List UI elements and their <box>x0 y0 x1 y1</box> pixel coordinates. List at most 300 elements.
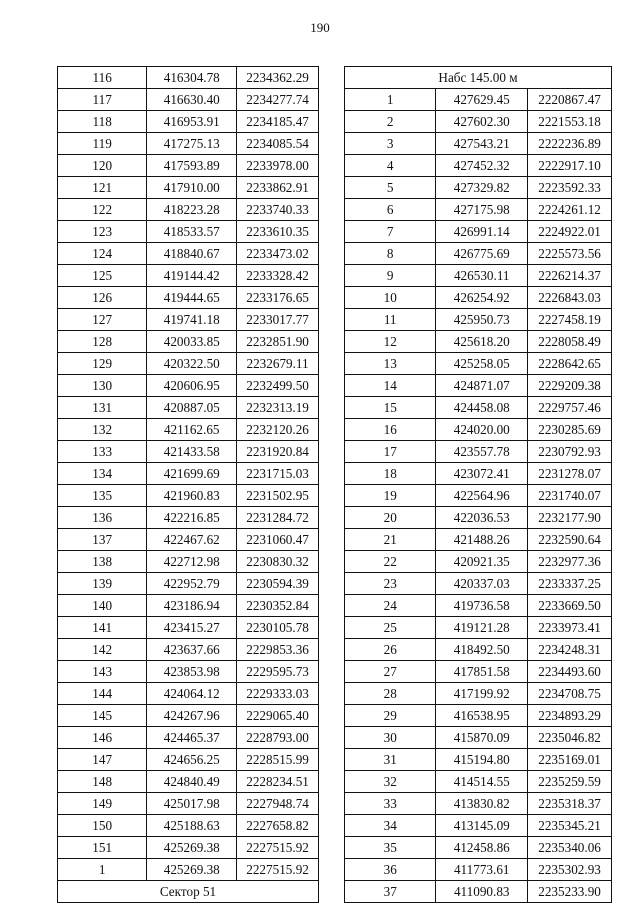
x-coordinate-cell: 417199.92 <box>436 683 528 705</box>
table-row <box>58 419 319 441</box>
x-coordinate-cell: 417593.89 <box>147 155 237 177</box>
y-coordinate-cell: 2230352.84 <box>237 595 319 617</box>
x-coordinate-cell: 422952.79 <box>147 573 237 595</box>
x-coordinate-cell: 426530.11 <box>436 265 528 287</box>
point-number-cell: 1 <box>345 89 436 111</box>
point-number-cell: 126 <box>58 287 147 309</box>
x-coordinate-cell: 425258.05 <box>436 353 528 375</box>
point-number-cell: 136 <box>58 507 147 529</box>
x-coordinate-cell: 413145.09 <box>436 815 528 837</box>
x-coordinate-cell: 427452.32 <box>436 155 528 177</box>
table-row <box>345 573 612 595</box>
table-row <box>345 529 612 551</box>
y-coordinate-cell: 2235318.37 <box>528 793 612 815</box>
table-row <box>345 661 612 683</box>
x-coordinate-cell: 420033.85 <box>147 331 237 353</box>
point-number-cell: 123 <box>58 221 147 243</box>
point-number-cell: 119 <box>58 133 147 155</box>
x-coordinate-cell: 423853.98 <box>147 661 237 683</box>
x-coordinate-cell: 417275.13 <box>147 133 237 155</box>
table-row <box>345 815 612 837</box>
x-coordinate-cell: 427543.21 <box>436 133 528 155</box>
y-coordinate-cell: 2230285.69 <box>528 419 612 441</box>
table-row <box>345 507 612 529</box>
y-coordinate-cell: 2228234.51 <box>237 771 319 793</box>
coordinates-table-right <box>344 66 612 903</box>
x-coordinate-cell: 414514.55 <box>436 771 528 793</box>
y-coordinate-cell: 2227515.92 <box>237 859 319 881</box>
point-number-cell: 5 <box>345 177 436 199</box>
x-coordinate-cell: 411773.61 <box>436 859 528 881</box>
table-row <box>58 155 319 177</box>
x-coordinate-cell: 423072.41 <box>436 463 528 485</box>
table-row <box>58 529 319 551</box>
x-coordinate-cell: 419144.42 <box>147 265 237 287</box>
y-coordinate-cell: 2235345.21 <box>528 815 612 837</box>
x-coordinate-cell: 416538.95 <box>436 705 528 727</box>
y-coordinate-cell: 2227458.19 <box>528 309 612 331</box>
y-coordinate-cell: 2234085.54 <box>237 133 319 155</box>
x-coordinate-cell: 426991.14 <box>436 221 528 243</box>
point-number-cell: 24 <box>345 595 436 617</box>
table-row <box>58 375 319 397</box>
table-row <box>345 199 612 221</box>
y-coordinate-cell: 2230830.32 <box>237 551 319 573</box>
y-coordinate-cell: 2232851.90 <box>237 331 319 353</box>
y-coordinate-cell: 2227515.92 <box>237 837 319 859</box>
page-number: 190 <box>310 20 330 35</box>
point-number-cell: 25 <box>345 617 436 639</box>
x-coordinate-cell: 415194.80 <box>436 749 528 771</box>
point-number-cell: 26 <box>345 639 436 661</box>
x-coordinate-cell: 412458.86 <box>436 837 528 859</box>
x-coordinate-cell: 413830.82 <box>436 793 528 815</box>
y-coordinate-cell: 2231284.72 <box>237 507 319 529</box>
point-number-cell: 149 <box>58 793 147 815</box>
x-coordinate-cell: 425269.38 <box>147 837 237 859</box>
y-coordinate-cell: 2233610.35 <box>237 221 319 243</box>
table-row <box>345 309 612 331</box>
y-coordinate-cell: 2231740.07 <box>528 485 612 507</box>
y-coordinate-cell: 2229333.03 <box>237 683 319 705</box>
table-row <box>345 639 612 661</box>
table-row <box>345 617 612 639</box>
y-coordinate-cell: 2233473.02 <box>237 243 319 265</box>
point-number-cell: 116 <box>58 67 147 89</box>
table-row <box>58 463 319 485</box>
point-number-cell: 2 <box>345 111 436 133</box>
point-number-cell: 118 <box>58 111 147 133</box>
point-number-cell: 31 <box>345 749 436 771</box>
table-row <box>58 221 319 243</box>
table-row <box>58 705 319 727</box>
x-coordinate-cell: 419121.28 <box>436 617 528 639</box>
y-coordinate-cell: 2232313.19 <box>237 397 319 419</box>
point-number-cell: 148 <box>58 771 147 793</box>
point-number-cell: 16 <box>345 419 436 441</box>
x-coordinate-cell: 420606.95 <box>147 375 237 397</box>
x-coordinate-cell: 411090.83 <box>436 881 528 903</box>
y-coordinate-cell: 2223592.33 <box>528 177 612 199</box>
table-row <box>345 837 612 859</box>
point-number-cell: 11 <box>345 309 436 331</box>
x-coordinate-cell: 418223.28 <box>147 199 237 221</box>
y-coordinate-cell: 2231060.47 <box>237 529 319 551</box>
y-coordinate-cell: 2228793.00 <box>237 727 319 749</box>
y-coordinate-cell: 2226843.03 <box>528 287 612 309</box>
table-row <box>58 353 319 375</box>
x-coordinate-cell: 425618.20 <box>436 331 528 353</box>
point-number-cell: 35 <box>345 837 436 859</box>
table-row <box>58 749 319 771</box>
x-coordinate-cell: 421699.69 <box>147 463 237 485</box>
point-number-cell: 32 <box>345 771 436 793</box>
y-coordinate-cell: 2232120.26 <box>237 419 319 441</box>
point-number-cell: 142 <box>58 639 147 661</box>
point-number-cell: 146 <box>58 727 147 749</box>
x-coordinate-cell: 418492.50 <box>436 639 528 661</box>
x-coordinate-cell: 416304.78 <box>147 67 237 89</box>
table-row <box>345 463 612 485</box>
point-number-cell: 129 <box>58 353 147 375</box>
x-coordinate-cell: 418533.57 <box>147 221 237 243</box>
point-number-cell: 15 <box>345 397 436 419</box>
x-coordinate-cell: 424020.00 <box>436 419 528 441</box>
y-coordinate-cell: 2235046.82 <box>528 727 612 749</box>
table-row <box>345 89 612 111</box>
section-header-row <box>345 67 612 89</box>
table-row <box>345 705 612 727</box>
y-coordinate-cell: 2234248.31 <box>528 639 612 661</box>
y-coordinate-cell: 2233669.50 <box>528 595 612 617</box>
y-coordinate-cell: 2229595.73 <box>237 661 319 683</box>
y-coordinate-cell: 2234708.75 <box>528 683 612 705</box>
table-row <box>345 111 612 133</box>
x-coordinate-cell: 427629.45 <box>436 89 528 111</box>
point-number-cell: 14 <box>345 375 436 397</box>
point-number-cell: 151 <box>58 837 147 859</box>
point-number-cell: 122 <box>58 199 147 221</box>
table-row <box>345 859 612 881</box>
x-coordinate-cell: 422712.98 <box>147 551 237 573</box>
y-coordinate-cell: 2228515.99 <box>237 749 319 771</box>
table-row <box>345 221 612 243</box>
table-row <box>58 397 319 419</box>
point-number-cell: 147 <box>58 749 147 771</box>
y-coordinate-cell: 2231715.03 <box>237 463 319 485</box>
x-coordinate-cell: 423415.27 <box>147 617 237 639</box>
point-number-cell: 135 <box>58 485 147 507</box>
table-row <box>58 595 319 617</box>
table-row <box>58 331 319 353</box>
point-number-cell: 36 <box>345 859 436 881</box>
y-coordinate-cell: 2231278.07 <box>528 463 612 485</box>
x-coordinate-cell: 420921.35 <box>436 551 528 573</box>
point-number-cell: 137 <box>58 529 147 551</box>
point-number-cell: 12 <box>345 331 436 353</box>
x-coordinate-cell: 419736.58 <box>436 595 528 617</box>
y-coordinate-cell: 2233337.25 <box>528 573 612 595</box>
point-number-cell: 30 <box>345 727 436 749</box>
x-coordinate-cell: 424465.37 <box>147 727 237 749</box>
coordinates-table-left <box>57 66 319 903</box>
table-row <box>345 397 612 419</box>
x-coordinate-cell: 422564.96 <box>436 485 528 507</box>
table-row <box>58 441 319 463</box>
point-number-cell: 33 <box>345 793 436 815</box>
table-row <box>345 265 612 287</box>
x-coordinate-cell: 421488.26 <box>436 529 528 551</box>
section-footer-row <box>58 881 319 903</box>
y-coordinate-cell: 2224261.12 <box>528 199 612 221</box>
point-number-cell: 139 <box>58 573 147 595</box>
y-coordinate-cell: 2231920.84 <box>237 441 319 463</box>
point-number-cell: 13 <box>345 353 436 375</box>
point-number-cell: 140 <box>58 595 147 617</box>
y-coordinate-cell: 2230594.39 <box>237 573 319 595</box>
table-row <box>345 133 612 155</box>
point-number-cell: 20 <box>345 507 436 529</box>
x-coordinate-cell: 415870.09 <box>436 727 528 749</box>
table-row <box>345 727 612 749</box>
table-row <box>345 881 612 903</box>
y-coordinate-cell: 2232499.50 <box>237 375 319 397</box>
point-number-cell: 37 <box>345 881 436 903</box>
table-row <box>345 155 612 177</box>
table-row <box>345 243 612 265</box>
point-number-cell: 22 <box>345 551 436 573</box>
point-number-cell: 143 <box>58 661 147 683</box>
y-coordinate-cell: 2221553.18 <box>528 111 612 133</box>
x-coordinate-cell: 420337.03 <box>436 573 528 595</box>
x-coordinate-cell: 427602.30 <box>436 111 528 133</box>
point-number-cell: 29 <box>345 705 436 727</box>
y-coordinate-cell: 2233017.77 <box>237 309 319 331</box>
table-row <box>58 639 319 661</box>
x-coordinate-cell: 424267.96 <box>147 705 237 727</box>
point-number-cell: 131 <box>58 397 147 419</box>
point-number-cell: 28 <box>345 683 436 705</box>
x-coordinate-cell: 422036.53 <box>436 507 528 529</box>
table-row <box>58 67 319 89</box>
table-row <box>58 859 319 881</box>
x-coordinate-cell: 425188.63 <box>147 815 237 837</box>
table-row <box>345 441 612 463</box>
point-number-cell: 17 <box>345 441 436 463</box>
point-number-cell: 138 <box>58 551 147 573</box>
table-row <box>58 177 319 199</box>
point-number-cell: 3 <box>345 133 436 155</box>
y-coordinate-cell: 2235340.06 <box>528 837 612 859</box>
y-coordinate-cell: 2234277.74 <box>237 89 319 111</box>
x-coordinate-cell: 423637.66 <box>147 639 237 661</box>
point-number-cell: 27 <box>345 661 436 683</box>
x-coordinate-cell: 425017.98 <box>147 793 237 815</box>
x-coordinate-cell: 423186.94 <box>147 595 237 617</box>
x-coordinate-cell: 424871.07 <box>436 375 528 397</box>
x-coordinate-cell: 425269.38 <box>147 859 237 881</box>
y-coordinate-cell: 2228642.65 <box>528 353 612 375</box>
y-coordinate-cell: 2233740.33 <box>237 199 319 221</box>
section-footer: Сектор 51 <box>58 881 319 903</box>
y-coordinate-cell: 2232590.64 <box>528 529 612 551</box>
y-coordinate-cell: 2229209.38 <box>528 375 612 397</box>
point-number-cell: 6 <box>345 199 436 221</box>
y-coordinate-cell: 2222917.10 <box>528 155 612 177</box>
point-number-cell: 132 <box>58 419 147 441</box>
table-row <box>58 573 319 595</box>
point-number-cell: 145 <box>58 705 147 727</box>
point-number-cell: 121 <box>58 177 147 199</box>
point-number-cell: 150 <box>58 815 147 837</box>
y-coordinate-cell: 2235302.93 <box>528 859 612 881</box>
point-number-cell: 19 <box>345 485 436 507</box>
table-row <box>345 793 612 815</box>
table-row <box>345 749 612 771</box>
x-coordinate-cell: 422467.62 <box>147 529 237 551</box>
point-number-cell: 10 <box>345 287 436 309</box>
table-row <box>58 837 319 859</box>
point-number-cell: 144 <box>58 683 147 705</box>
table-row <box>58 133 319 155</box>
point-number-cell: 120 <box>58 155 147 177</box>
point-number-cell: 23 <box>345 573 436 595</box>
y-coordinate-cell: 2226214.37 <box>528 265 612 287</box>
x-coordinate-cell: 418840.67 <box>147 243 237 265</box>
table-row <box>345 595 612 617</box>
x-coordinate-cell: 421433.58 <box>147 441 237 463</box>
y-coordinate-cell: 2233862.91 <box>237 177 319 199</box>
x-coordinate-cell: 421162.65 <box>147 419 237 441</box>
y-coordinate-cell: 2231502.95 <box>237 485 319 507</box>
table-row <box>58 815 319 837</box>
table-row <box>58 287 319 309</box>
table-row <box>58 551 319 573</box>
y-coordinate-cell: 2232177.90 <box>528 507 612 529</box>
x-coordinate-cell: 425950.73 <box>436 309 528 331</box>
table-row <box>58 243 319 265</box>
y-coordinate-cell: 2234893.29 <box>528 705 612 727</box>
x-coordinate-cell: 416953.91 <box>147 111 237 133</box>
y-coordinate-cell: 2222236.89 <box>528 133 612 155</box>
y-coordinate-cell: 2233328.42 <box>237 265 319 287</box>
point-number-cell: 125 <box>58 265 147 287</box>
y-coordinate-cell: 2235233.90 <box>528 881 612 903</box>
table-row <box>58 507 319 529</box>
y-coordinate-cell: 2227948.74 <box>237 793 319 815</box>
table-row <box>58 265 319 287</box>
point-number-cell: 130 <box>58 375 147 397</box>
y-coordinate-cell: 2220867.47 <box>528 89 612 111</box>
point-number-cell: 117 <box>58 89 147 111</box>
table-row <box>58 617 319 639</box>
y-coordinate-cell: 2234362.29 <box>237 67 319 89</box>
point-number-cell: 34 <box>345 815 436 837</box>
point-number-cell: 134 <box>58 463 147 485</box>
y-coordinate-cell: 2235169.01 <box>528 749 612 771</box>
table-row <box>345 771 612 793</box>
table-row <box>58 89 319 111</box>
table-row <box>58 309 319 331</box>
point-number-cell: 133 <box>58 441 147 463</box>
x-coordinate-cell: 427175.98 <box>436 199 528 221</box>
x-coordinate-cell: 419444.65 <box>147 287 237 309</box>
x-coordinate-cell: 417910.00 <box>147 177 237 199</box>
x-coordinate-cell: 424458.08 <box>436 397 528 419</box>
y-coordinate-cell: 2235259.59 <box>528 771 612 793</box>
table-row <box>58 683 319 705</box>
x-coordinate-cell: 426254.92 <box>436 287 528 309</box>
y-coordinate-cell: 2232977.36 <box>528 551 612 573</box>
y-coordinate-cell: 2232679.11 <box>237 353 319 375</box>
point-number-cell: 124 <box>58 243 147 265</box>
y-coordinate-cell: 2229065.40 <box>237 705 319 727</box>
y-coordinate-cell: 2227658.82 <box>237 815 319 837</box>
x-coordinate-cell: 423557.78 <box>436 441 528 463</box>
y-coordinate-cell: 2230792.93 <box>528 441 612 463</box>
point-number-cell: 18 <box>345 463 436 485</box>
y-coordinate-cell: 2224922.01 <box>528 221 612 243</box>
table-row <box>58 661 319 683</box>
x-coordinate-cell: 424064.12 <box>147 683 237 705</box>
y-coordinate-cell: 2229853.36 <box>237 639 319 661</box>
table-row <box>345 683 612 705</box>
y-coordinate-cell: 2234493.60 <box>528 661 612 683</box>
table-row <box>345 287 612 309</box>
table-row <box>58 199 319 221</box>
x-coordinate-cell: 422216.85 <box>147 507 237 529</box>
x-coordinate-cell: 416630.40 <box>147 89 237 111</box>
x-coordinate-cell: 417851.58 <box>436 661 528 683</box>
table-row <box>345 551 612 573</box>
y-coordinate-cell: 2233978.00 <box>237 155 319 177</box>
point-number-cell: 21 <box>345 529 436 551</box>
y-coordinate-cell: 2225573.56 <box>528 243 612 265</box>
table-row <box>58 771 319 793</box>
point-number-cell: 8 <box>345 243 436 265</box>
x-coordinate-cell: 427329.82 <box>436 177 528 199</box>
point-number-cell: 9 <box>345 265 436 287</box>
table-row <box>345 177 612 199</box>
table-row <box>345 331 612 353</box>
y-coordinate-cell: 2229757.46 <box>528 397 612 419</box>
y-coordinate-cell: 2228058.49 <box>528 331 612 353</box>
x-coordinate-cell: 424840.49 <box>147 771 237 793</box>
y-coordinate-cell: 2233973.41 <box>528 617 612 639</box>
point-number-cell: 128 <box>58 331 147 353</box>
x-coordinate-cell: 426775.69 <box>436 243 528 265</box>
y-coordinate-cell: 2233176.65 <box>237 287 319 309</box>
table-row <box>345 419 612 441</box>
point-number-cell: 4 <box>345 155 436 177</box>
point-number-cell: 7 <box>345 221 436 243</box>
point-number-cell: 1 <box>58 859 147 881</box>
y-coordinate-cell: 2234185.47 <box>237 111 319 133</box>
x-coordinate-cell: 424656.25 <box>147 749 237 771</box>
table-row <box>58 793 319 815</box>
table-row <box>345 375 612 397</box>
x-coordinate-cell: 420322.50 <box>147 353 237 375</box>
x-coordinate-cell: 419741.18 <box>147 309 237 331</box>
point-number-cell: 127 <box>58 309 147 331</box>
x-coordinate-cell: 420887.05 <box>147 397 237 419</box>
table-row <box>345 353 612 375</box>
point-number-cell: 141 <box>58 617 147 639</box>
section-header: Набс 145.00 м <box>345 67 612 89</box>
x-coordinate-cell: 421960.83 <box>147 485 237 507</box>
table-row <box>58 111 319 133</box>
table-row <box>58 485 319 507</box>
